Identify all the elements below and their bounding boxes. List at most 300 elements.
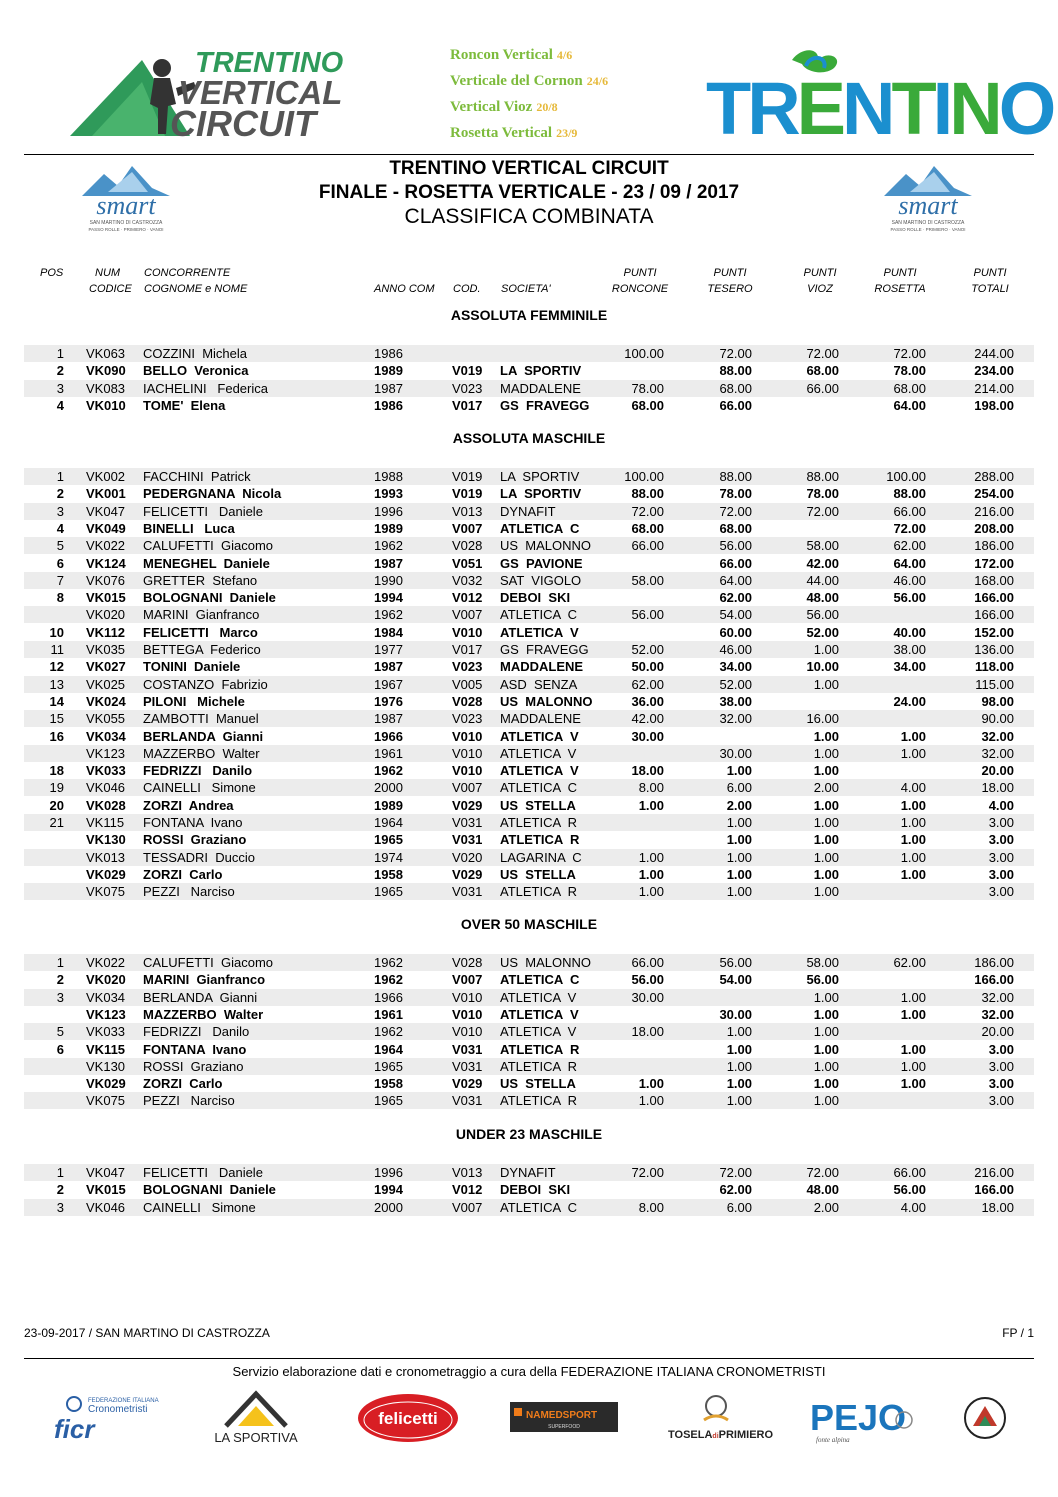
club-name: US STELLA xyxy=(500,797,576,813)
position: 19 xyxy=(49,780,64,796)
table-row xyxy=(24,520,1034,537)
club-name: SAT VIGOLO xyxy=(500,572,582,588)
event-item: Rosetta Vertical 23/9 xyxy=(450,125,578,141)
points-tesero: 1.00 xyxy=(726,815,752,830)
athlete-code: VK015 xyxy=(86,590,126,606)
birth-year: 1987 xyxy=(374,711,403,727)
position: 1 xyxy=(56,955,64,970)
svg-text:smart: smart xyxy=(96,191,156,220)
position: 13 xyxy=(49,676,64,692)
points-tesero: 1.00 xyxy=(726,884,752,900)
position: 2 xyxy=(56,486,64,502)
points-vioz: 1.00 xyxy=(813,1076,839,1092)
points-vioz: 16.00 xyxy=(806,711,839,727)
club-name: LA SPORTIV xyxy=(500,469,580,484)
club-code: V017 xyxy=(452,642,483,657)
points-tesero: 72.00 xyxy=(719,503,752,519)
points-tesero: 62.00 xyxy=(719,590,752,606)
birth-year: 1976 xyxy=(374,693,403,709)
points-roncone: 68.00 xyxy=(631,397,664,413)
club-name: ATLETICA C xyxy=(500,780,578,796)
athlete-code: VK063 xyxy=(86,346,126,361)
athlete-name: FELICETTI Daniele xyxy=(143,1165,263,1180)
club-name: ATLETICA C xyxy=(500,607,578,623)
club-name: MADDALENE xyxy=(500,659,584,675)
athlete-name: MARINI Gianfranco xyxy=(143,972,266,988)
club-name: LA SPORTIV xyxy=(500,486,582,502)
table-row xyxy=(24,589,1034,606)
position: 20 xyxy=(49,797,64,813)
points-rosetta: 68.00 xyxy=(893,380,926,396)
birth-year: 1984 xyxy=(374,624,403,640)
birth-year: 1987 xyxy=(374,380,403,396)
points-tesero: 62.00 xyxy=(719,1182,752,1198)
points-vioz: 56.00 xyxy=(806,972,839,988)
points-vioz: 10.00 xyxy=(806,659,839,675)
points-vioz: 1.00 xyxy=(813,849,839,865)
birth-year: 1993 xyxy=(374,486,403,502)
points-vioz: 58.00 xyxy=(806,955,839,970)
club-code: V031 xyxy=(452,1093,483,1109)
club-code: V019 xyxy=(452,469,483,484)
points-total: 3.00 xyxy=(988,866,1014,882)
birth-year: 1962 xyxy=(374,607,403,623)
trentino-logo xyxy=(706,46,1053,150)
points-tesero: 64.00 xyxy=(719,572,752,588)
birth-year: 1994 xyxy=(374,590,403,606)
event-item: Roncon Vertical 4/6 xyxy=(450,47,573,63)
birth-year: 1966 xyxy=(374,989,403,1005)
points-rosetta: 100.00 xyxy=(886,469,926,484)
points-vioz: 72.00 xyxy=(806,503,839,519)
points-total: 166.00 xyxy=(974,972,1014,988)
athlete-code: VK075 xyxy=(86,1093,126,1109)
col-tesero: PUNTI TESERO xyxy=(707,267,753,295)
club-code: V013 xyxy=(452,503,483,519)
club-code: V023 xyxy=(452,380,483,396)
table-row xyxy=(24,537,1034,554)
birth-year: 1958 xyxy=(374,1076,403,1092)
points-vioz: 48.00 xyxy=(806,1182,839,1198)
footer-date-place: 23-09-2017 / SAN MARTINO DI CASTROZZA xyxy=(24,1326,270,1340)
club-name: ATLETICA C xyxy=(500,520,580,536)
namedsport-logo xyxy=(508,1390,620,1450)
athlete-name: BINELLI Luca xyxy=(143,520,235,536)
club-code: V031 xyxy=(452,1058,483,1074)
points-tesero: 68.00 xyxy=(719,380,752,396)
athlete-code: VK075 xyxy=(86,884,126,900)
position: 1 xyxy=(56,1165,64,1180)
club-code: V010 xyxy=(452,745,483,761)
athlete-name: MENEGHEL Daniele xyxy=(143,555,270,571)
points-roncone: 1.00 xyxy=(638,866,664,882)
points-rosetta: 88.00 xyxy=(893,486,926,502)
athlete-code: VK033 xyxy=(86,1024,126,1040)
points-tesero: 1.00 xyxy=(726,1093,752,1109)
club-code: V020 xyxy=(452,849,483,865)
points-tesero: 54.00 xyxy=(719,607,752,623)
points-tesero: 66.00 xyxy=(719,397,752,413)
points-total: 18.00 xyxy=(981,780,1014,796)
birth-year: 1962 xyxy=(374,1024,403,1040)
points-rosetta: 1.00 xyxy=(900,1076,926,1092)
athlete-code: VK020 xyxy=(86,972,126,988)
svg-text:SUPERFOOD: SUPERFOOD xyxy=(548,1424,580,1430)
svg-text:fonte alpina: fonte alpina xyxy=(816,1436,850,1444)
club-name: ATLETICA C xyxy=(500,1199,578,1215)
points-rosetta: 38.00 xyxy=(893,642,926,657)
points-total: 32.00 xyxy=(981,728,1014,744)
birth-year: 2000 xyxy=(374,780,403,796)
col-pos: POS xyxy=(40,267,64,279)
club-code: V023 xyxy=(452,659,483,675)
position: 16 xyxy=(49,728,64,744)
points-total: 18.00 xyxy=(981,1199,1014,1215)
points-tesero: 1.00 xyxy=(726,849,752,865)
club-name: GS FRAVEGG xyxy=(500,397,590,413)
position: 1 xyxy=(56,469,64,484)
points-vioz: 1.00 xyxy=(813,866,839,882)
points-roncone: 66.00 xyxy=(631,538,664,554)
club-code: V010 xyxy=(452,989,483,1005)
athlete-name: FEDRIZZI Danilo xyxy=(143,763,253,779)
athlete-name: PILONI Michele xyxy=(143,693,245,709)
athlete-name: BOLOGNANI Daniele xyxy=(143,590,276,606)
club-name: ATLETICA R xyxy=(500,884,578,900)
table-row xyxy=(24,468,1034,485)
birth-year: 1965 xyxy=(374,832,403,848)
table-row xyxy=(24,1041,1034,1058)
points-vioz: 1.00 xyxy=(813,642,839,657)
athlete-code: VK047 xyxy=(86,503,126,519)
position: 3 xyxy=(56,503,64,519)
table-row xyxy=(24,624,1034,641)
club-name: ATLETICA V xyxy=(500,745,577,761)
position: 4 xyxy=(56,520,64,536)
athlete-name: ZORZI Carlo xyxy=(143,866,223,882)
section-title: OVER 50 MASCHILE xyxy=(460,916,598,932)
points-total: 288.00 xyxy=(974,469,1014,484)
position: 21 xyxy=(49,815,64,830)
table-row xyxy=(24,779,1034,796)
svg-text:PEJO: PEJO xyxy=(810,1397,907,1438)
section-title: ASSOLUTA FEMMINILE xyxy=(450,307,608,323)
club-name: LAGARINA C xyxy=(500,849,582,865)
athlete-code: VK010 xyxy=(86,397,126,413)
position: 5 xyxy=(56,538,64,554)
club-name: ATLETICA R xyxy=(500,815,578,830)
points-rosetta: 78.00 xyxy=(893,363,926,379)
athlete-code: VK022 xyxy=(86,538,126,554)
athlete-code: VK046 xyxy=(86,1199,126,1215)
birth-year: 1987 xyxy=(374,555,403,571)
points-rosetta: 1.00 xyxy=(900,728,926,744)
points-vioz: 72.00 xyxy=(806,346,839,361)
points-roncone: 42.00 xyxy=(631,711,664,727)
event-item: Verticale del Cornon 24/6 xyxy=(450,73,609,89)
col-cod: COD. xyxy=(453,283,481,295)
position: 14 xyxy=(49,693,64,709)
athlete-code: VK035 xyxy=(86,642,126,657)
points-rosetta: 46.00 xyxy=(893,572,926,588)
points-total: 254.00 xyxy=(974,486,1014,502)
points-total: 186.00 xyxy=(974,955,1014,970)
points-vioz: 42.00 xyxy=(806,555,839,571)
athlete-code: VK028 xyxy=(86,797,126,813)
points-vioz: 2.00 xyxy=(813,780,839,796)
points-total: 90.00 xyxy=(981,711,1014,727)
points-rosetta: 1.00 xyxy=(900,745,926,761)
points-vioz: 1.00 xyxy=(813,797,839,813)
athlete-code: VK090 xyxy=(86,363,126,379)
trentino-vertical-circuit-logo xyxy=(70,42,380,144)
birth-year: 1989 xyxy=(374,797,403,813)
club-code: V010 xyxy=(452,728,483,744)
athlete-name: MAZZERBO Walter xyxy=(143,745,260,761)
event-item: Vertical Vioz 20/8 xyxy=(450,99,558,115)
athlete-name: PEZZI Narciso xyxy=(143,884,235,900)
points-rosetta: 1.00 xyxy=(900,989,926,1005)
athlete-name: PEDERGNANA Nicola xyxy=(143,486,282,502)
points-total: 186.00 xyxy=(974,538,1014,554)
svg-text:PASSO ROLLE · PRIMIERO · VANOI: PASSO ROLLE · PRIMIERO · VANOI xyxy=(890,227,966,232)
club-code: V005 xyxy=(452,676,483,692)
position: 5 xyxy=(56,1024,64,1040)
points-tesero: 30.00 xyxy=(719,745,752,761)
points-rosetta: 4.00 xyxy=(900,780,926,796)
points-roncone: 50.00 xyxy=(631,659,664,675)
athlete-code: VK001 xyxy=(86,486,126,502)
points-vioz: 1.00 xyxy=(813,1093,839,1109)
club-name: ATLETICA R xyxy=(500,1058,578,1074)
club-name: DEBOI SKI xyxy=(500,1182,571,1198)
svg-text:LA SPORTIVA: LA SPORTIVA xyxy=(214,1430,298,1445)
svg-text:SAN MARTINO DI CASTROZZA: SAN MARTINO DI CASTROZZA xyxy=(89,220,163,226)
col-totali: PUNTI TOTALI xyxy=(971,267,1009,295)
club-name: ATLETICA V xyxy=(500,1006,579,1022)
athlete-name: GRETTER Stefano xyxy=(143,572,258,588)
points-tesero: 72.00 xyxy=(719,346,752,361)
birth-year: 1996 xyxy=(374,1165,403,1180)
points-tesero: 88.00 xyxy=(719,469,752,484)
club-name: LA SPORTIV xyxy=(500,363,582,379)
club-code: V012 xyxy=(452,1182,483,1198)
svg-text:smart: smart xyxy=(898,191,958,220)
athlete-name: FONTANA Ivano xyxy=(143,1041,247,1057)
points-vioz: 1.00 xyxy=(813,832,839,848)
table-row xyxy=(24,1006,1034,1023)
athlete-name: TOME' Elena xyxy=(143,397,226,413)
points-rosetta: 66.00 xyxy=(893,1165,926,1180)
points-roncone: 56.00 xyxy=(631,972,664,988)
athlete-code: VK083 xyxy=(86,380,126,396)
points-roncone: 58.00 xyxy=(631,572,664,588)
position: 10 xyxy=(49,624,64,640)
table-row xyxy=(24,728,1034,745)
points-total: 136.00 xyxy=(974,642,1014,657)
table-row xyxy=(24,954,1034,971)
points-total: 20.00 xyxy=(981,1024,1014,1040)
points-rosetta: 1.00 xyxy=(900,832,926,848)
points-total: 3.00 xyxy=(988,1041,1014,1057)
points-rosetta: 1.00 xyxy=(900,849,926,865)
athlete-name: IACHELINI Federica xyxy=(143,380,268,396)
points-total: 98.00 xyxy=(981,693,1014,709)
footer-page: FP / 1 xyxy=(1002,1326,1034,1340)
table-row xyxy=(24,1058,1034,1075)
points-total: 3.00 xyxy=(988,884,1014,900)
athlete-code: VK123 xyxy=(86,1006,126,1022)
position: 2 xyxy=(56,363,64,379)
points-roncone: 1.00 xyxy=(638,849,664,865)
birth-year: 1990 xyxy=(374,572,403,588)
athlete-code: VK015 xyxy=(86,1182,126,1198)
birth-year: 1964 xyxy=(374,815,403,830)
position: 7 xyxy=(56,572,64,588)
birth-year: 1966 xyxy=(374,728,403,744)
club-name: ATLETICA V xyxy=(500,624,579,640)
points-rosetta: 72.00 xyxy=(893,520,926,536)
col-societa: SOCIETA' xyxy=(501,283,551,295)
points-rosetta: 64.00 xyxy=(893,555,926,571)
points-tesero: 60.00 xyxy=(719,624,752,640)
points-vioz: 72.00 xyxy=(806,1165,839,1180)
points-total: 166.00 xyxy=(974,590,1014,606)
felicetti-logo xyxy=(356,1390,460,1450)
points-total: 32.00 xyxy=(981,745,1014,761)
athlete-code: VK029 xyxy=(86,1076,126,1092)
points-tesero: 88.00 xyxy=(719,363,752,379)
points-tesero: 2.00 xyxy=(726,797,752,813)
logo-line2: VERTICAL xyxy=(178,74,343,111)
position: 3 xyxy=(56,380,64,396)
athlete-code: VK112 xyxy=(86,624,126,640)
points-tesero: 78.00 xyxy=(719,486,752,502)
birth-year: 1987 xyxy=(374,659,403,675)
position: 12 xyxy=(49,659,64,675)
athlete-code: VK025 xyxy=(86,676,126,692)
club-code: V031 xyxy=(452,832,483,848)
club-code: V032 xyxy=(452,572,483,588)
col-vioz: PUNTI VIOZ xyxy=(803,267,837,295)
points-vioz: 1.00 xyxy=(813,989,839,1005)
table-row xyxy=(24,1181,1034,1198)
section-title: ASSOLUTA MASCHILE xyxy=(452,430,606,446)
points-rosetta: 64.00 xyxy=(893,397,926,413)
points-tesero: 1.00 xyxy=(726,1041,752,1057)
birth-year: 1989 xyxy=(374,520,403,536)
points-total: 172.00 xyxy=(974,555,1014,571)
title-circuit: TRENTINO VERTICAL CIRCUIT xyxy=(389,158,669,179)
points-tesero: 1.00 xyxy=(726,1076,752,1092)
table-row xyxy=(24,762,1034,779)
birth-year: 1986 xyxy=(374,346,403,361)
club-code: V012 xyxy=(452,590,483,606)
svg-text:FEDERAZIONE ITALIANA: FEDERAZIONE ITALIANA xyxy=(88,1398,159,1404)
table-row xyxy=(24,831,1034,848)
club-code: V010 xyxy=(452,1006,483,1022)
club-name: DYNAFIT xyxy=(500,1165,556,1180)
athlete-name: BETTEGA Federico xyxy=(143,642,261,657)
athlete-name: BERLANDA Gianni xyxy=(143,728,264,744)
points-roncone: 1.00 xyxy=(638,1093,664,1109)
table-row xyxy=(24,362,1034,379)
points-vioz: 1.00 xyxy=(813,728,839,744)
athlete-code: VK049 xyxy=(86,520,126,536)
points-rosetta: 56.00 xyxy=(893,590,926,606)
points-tesero: 30.00 xyxy=(719,1006,752,1022)
tosela-logo xyxy=(664,1390,774,1450)
athlete-name: TONINI Daniele xyxy=(143,659,241,675)
table-row xyxy=(24,397,1034,414)
birth-year: 1962 xyxy=(374,538,403,554)
points-rosetta: 62.00 xyxy=(893,955,926,970)
points-rosetta: 34.00 xyxy=(893,659,926,675)
svg-text:SAN MARTINO DI CASTROZZA: SAN MARTINO DI CASTROZZA xyxy=(891,220,965,226)
points-vioz: 58.00 xyxy=(806,538,839,554)
points-roncone: 100.00 xyxy=(624,469,664,484)
points-tesero: 38.00 xyxy=(719,693,752,709)
athlete-name: BELLO Veronica xyxy=(143,363,249,379)
footer-divider xyxy=(24,1358,1034,1359)
points-roncone: 30.00 xyxy=(631,989,664,1005)
points-vioz: 52.00 xyxy=(806,624,839,640)
points-total: 216.00 xyxy=(974,503,1014,519)
points-vioz: 66.00 xyxy=(806,380,839,396)
points-vioz: 1.00 xyxy=(813,815,839,830)
club-name: GS FRAVEGG xyxy=(500,642,589,657)
athlete-name: MARINI Gianfranco xyxy=(143,607,260,623)
title-classification: CLASSIFICA COMBINATA xyxy=(404,205,654,228)
table-row xyxy=(24,1023,1034,1040)
athlete-code: VK047 xyxy=(86,1165,126,1180)
birth-year: 1994 xyxy=(374,1182,403,1198)
club-code: V010 xyxy=(452,763,483,779)
points-rosetta: 72.00 xyxy=(893,346,926,361)
birth-year: 1962 xyxy=(374,763,403,779)
athlete-code: VK033 xyxy=(86,763,126,779)
athlete-code: VK115 xyxy=(86,1041,126,1057)
birth-year: 1961 xyxy=(374,1006,403,1022)
athlete-code: VK024 xyxy=(86,693,126,709)
athlete-name: ROSSI Graziano xyxy=(143,1058,244,1074)
points-total: 3.00 xyxy=(988,832,1014,848)
points-roncone: 78.00 xyxy=(631,380,664,396)
svg-text:NAMEDSPORT: NAMEDSPORT xyxy=(526,1410,598,1421)
points-rosetta: 1.00 xyxy=(900,815,926,830)
club-name: ATLETICA R xyxy=(500,1041,580,1057)
athlete-code: VK022 xyxy=(86,955,126,970)
club-name: US STELLA xyxy=(500,866,576,882)
points-tesero: 6.00 xyxy=(726,1199,752,1215)
club-name: US STELLA xyxy=(500,1076,576,1092)
points-tesero: 6.00 xyxy=(726,780,752,796)
points-tesero: 34.00 xyxy=(719,659,752,675)
pejo-logo xyxy=(808,1390,918,1450)
points-vioz: 68.00 xyxy=(806,363,839,379)
athlete-name: ZAMBOTTI Manuel xyxy=(143,711,259,727)
athlete-name: BOLOGNANI Daniele xyxy=(143,1182,276,1198)
club-name: ATLETICA V xyxy=(500,728,579,744)
logo-line1: TRENTINO xyxy=(195,47,344,79)
club-name: US MALONNO xyxy=(500,538,592,554)
athlete-code: VK055 xyxy=(86,711,126,727)
points-vioz: 1.00 xyxy=(813,1041,839,1057)
table-row xyxy=(24,971,1034,988)
athlete-name: BERLANDA Gianni xyxy=(143,989,258,1005)
points-vioz: 1.00 xyxy=(813,745,839,761)
points-roncone: 1.00 xyxy=(638,1076,664,1092)
